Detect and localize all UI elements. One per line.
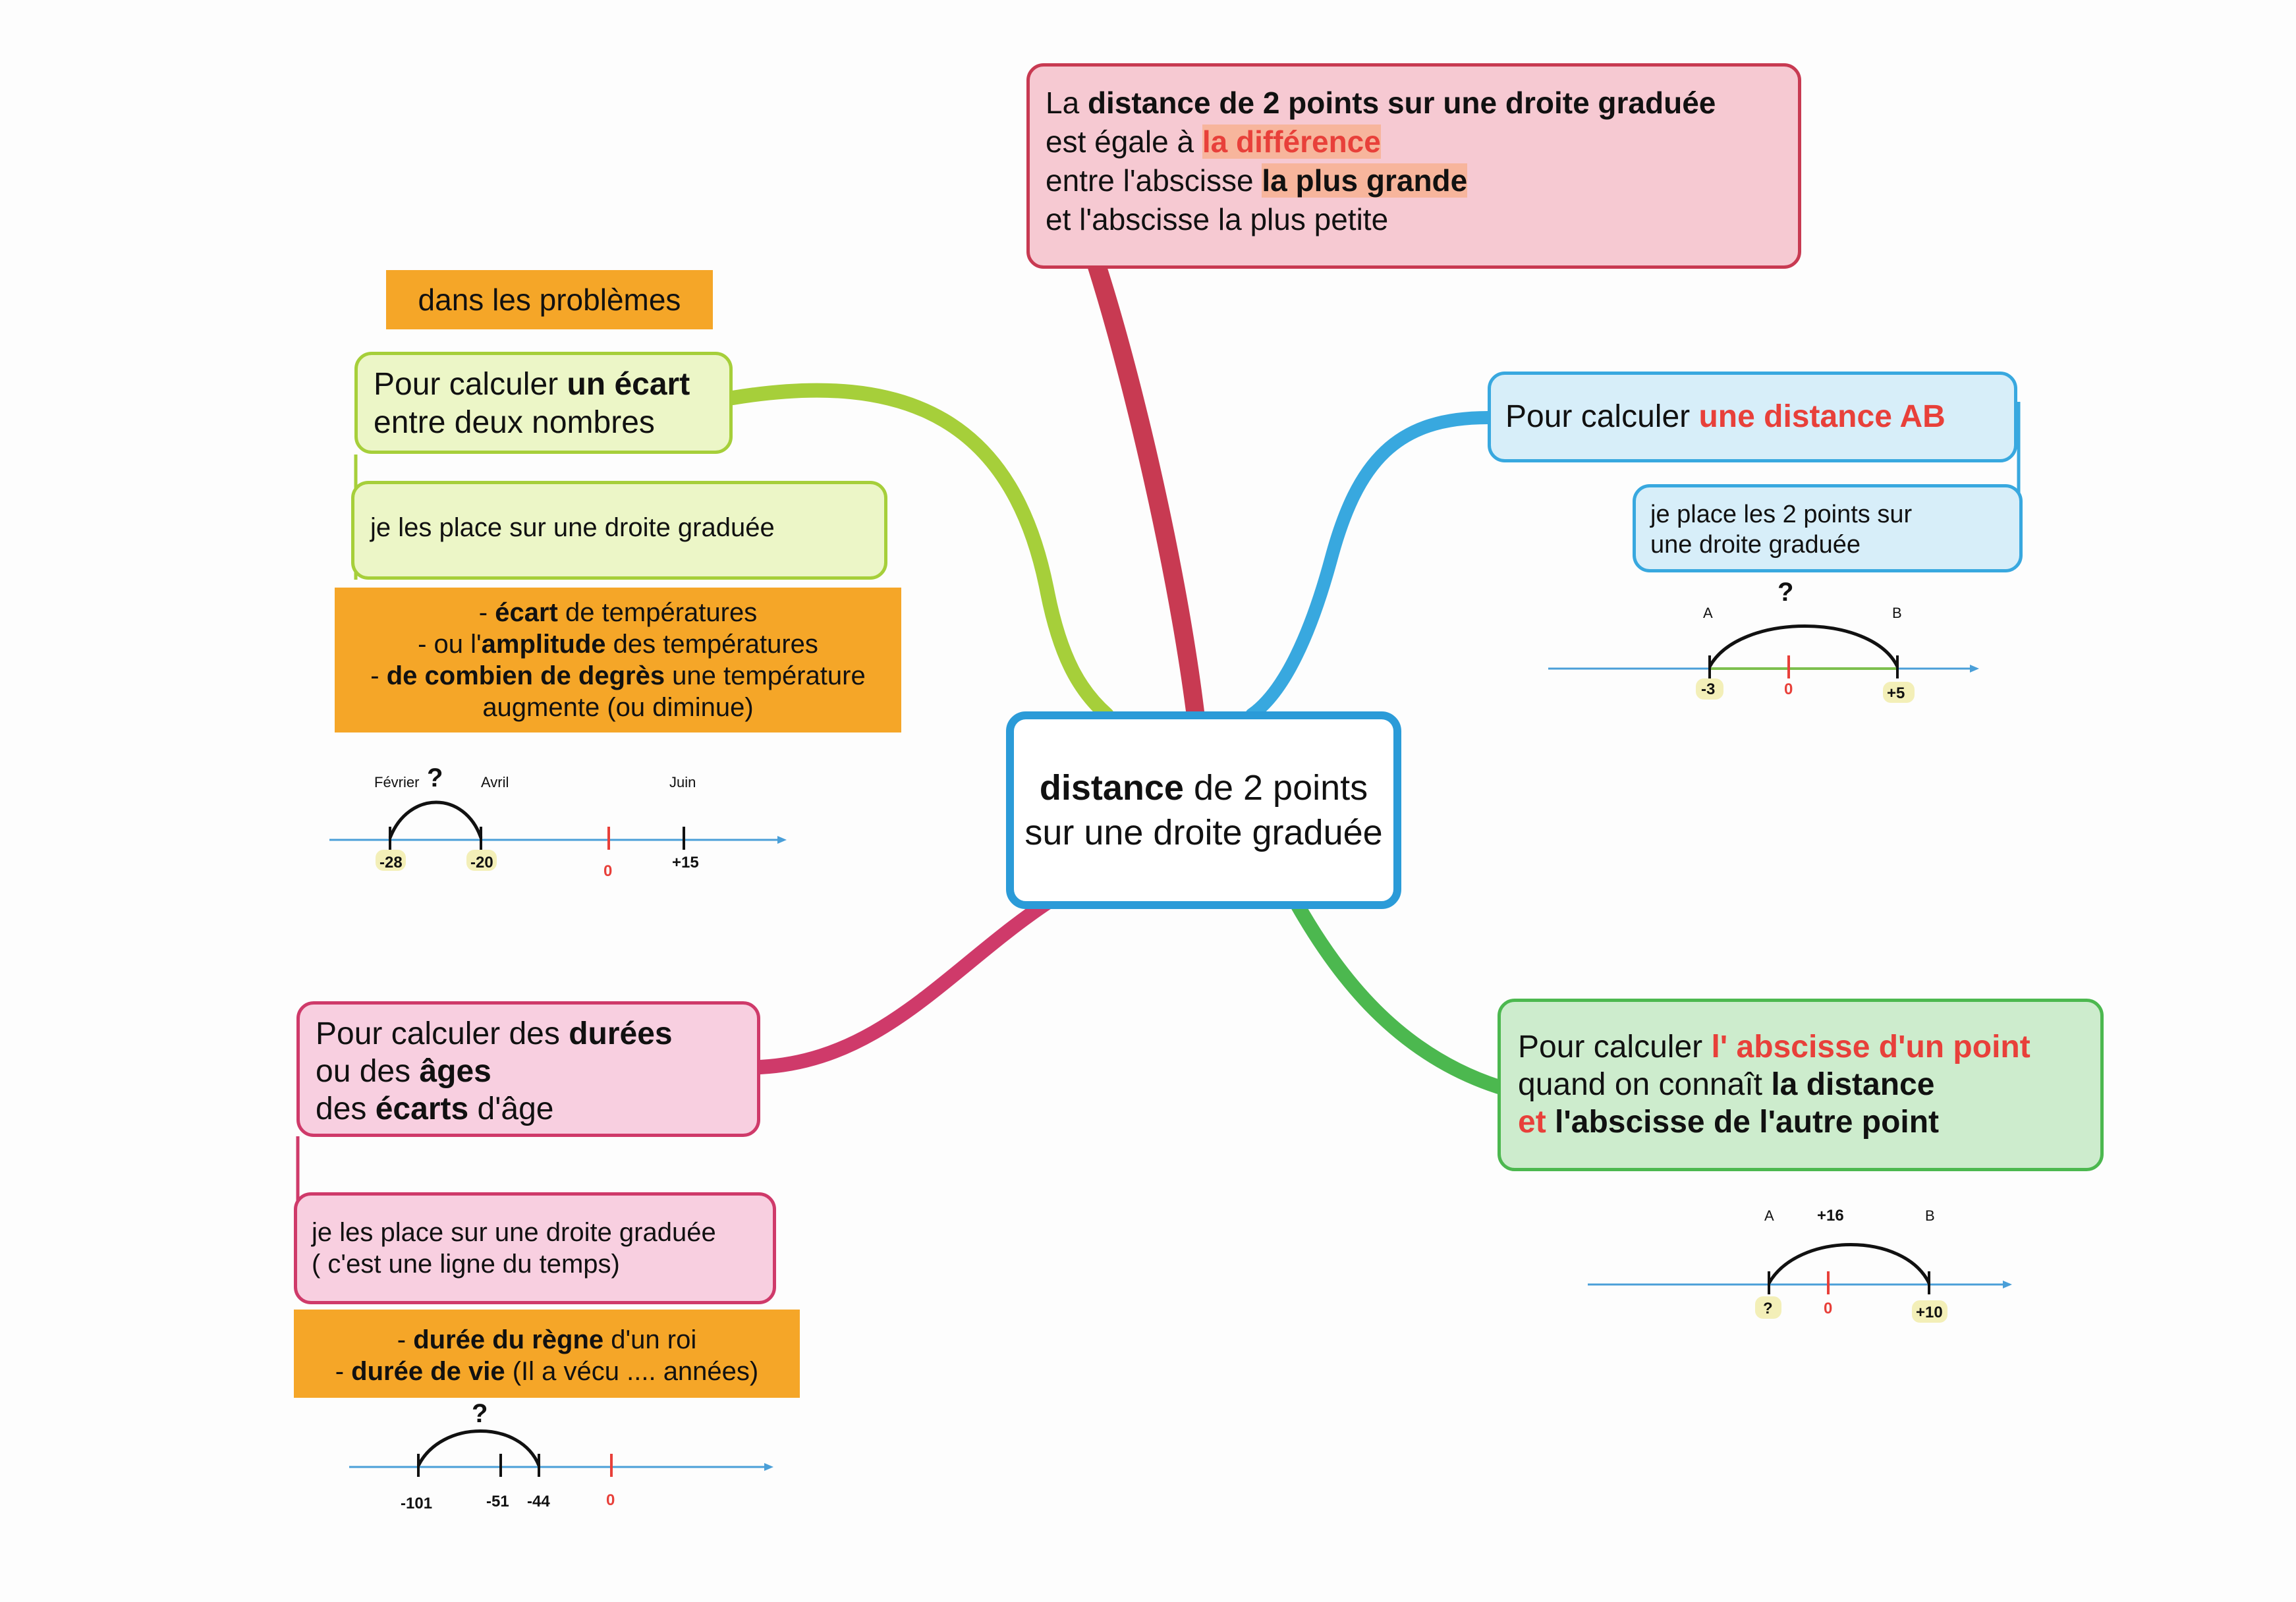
ecart-tick-3: 0 — [603, 862, 613, 880]
distance-tick-2: 0 — [1784, 680, 1793, 698]
ecart-number-line — [316, 764, 791, 883]
abscisse-axis-label-a: A — [1764, 1207, 1774, 1224]
ecart-title-line1: Pour calculer un écart — [374, 367, 690, 402]
distance-title-highlight: une distance AB — [1698, 399, 1946, 434]
durees-tick-2: -51 — [486, 1493, 509, 1510]
problems-label: dans les problèmes — [386, 270, 713, 329]
abscisse-axis-label-distance: +16 — [1817, 1207, 1844, 1225]
durees-tick-3: -44 — [527, 1493, 550, 1510]
ecart-examples — [335, 588, 901, 732]
ecart-axis-question: ? — [427, 764, 443, 792]
distance-number-line — [1542, 573, 1990, 711]
abscisse-tick-3: +10 — [1916, 1304, 1943, 1321]
abscisse-line1: Pour calculer l' abscisse d'un point — [1518, 1030, 2030, 1064]
definition-line3: entre l'abscisse la plus grande — [1046, 163, 1468, 198]
branch-distance — [1252, 418, 1488, 715]
branch-abscisse — [1298, 906, 1499, 1087]
definition-line4: et l'abscisse la plus petite — [1046, 202, 1389, 236]
distance-tick-3: +5 — [1887, 684, 1905, 702]
ecart-axis-label-fevrier: Février — [374, 774, 420, 790]
distance-tick-1: -3 — [1701, 680, 1716, 698]
abscisse-axis-label-b: B — [1925, 1207, 1935, 1224]
durees-sub-line1: je les place sur une droite graduée — [312, 1218, 716, 1247]
ecart-subnode[interactable]: je les place sur une droite graduée — [351, 481, 887, 580]
durees-sub-line2: ( c'est une ligne du temps) — [312, 1250, 620, 1279]
definition-node[interactable] — [1026, 63, 1801, 269]
distance-node[interactable] — [1488, 372, 2017, 462]
ecart-example-4: augmente (ou diminue) — [482, 693, 754, 722]
durees-examples — [294, 1310, 800, 1398]
durees-tick-4: 0 — [606, 1491, 615, 1509]
abscisse-tick-1: ? — [1763, 1300, 1773, 1317]
durees-title-line2: ou des âges — [316, 1054, 491, 1089]
distance-sub-line2: une droite graduée — [1650, 531, 1861, 559]
ecart-tick-1: -28 — [379, 854, 403, 871]
distance-axis-question: ? — [1778, 578, 1794, 607]
branch-durees — [760, 902, 1048, 1067]
ecart-tick-4: +15 — [672, 854, 699, 871]
ecart-axis-label-juin: Juin — [669, 774, 696, 790]
abscisse-node[interactable] — [1498, 999, 2104, 1171]
durees-title-line1: Pour calculer des durées — [316, 1016, 673, 1051]
durees-tick-1: -101 — [401, 1495, 433, 1512]
central-topic-line2: sur une droite graduée — [1024, 813, 1383, 852]
durees-title-line3: des écarts d'âge — [316, 1091, 554, 1126]
ecart-example-1: - écart de températures — [478, 598, 758, 627]
ecart-example-2: - ou l'amplitude des températures — [418, 630, 818, 659]
distance-axis-label-a: A — [1703, 605, 1713, 621]
abscisse-number-line — [1581, 1192, 2029, 1344]
durees-number-line — [343, 1393, 804, 1518]
abscisse-line3: et l'abscisse de l'autre point — [1518, 1105, 1940, 1140]
abscisse-tick-2: 0 — [1824, 1300, 1833, 1317]
durees-subnode[interactable] — [294, 1192, 776, 1304]
distance-title-text: Pour calculer — [1505, 399, 1699, 434]
ecart-tick-2: -20 — [470, 854, 493, 871]
ecart-title-line2: entre deux nombres — [374, 405, 655, 440]
distance-axis-label-b: B — [1892, 605, 1902, 621]
definition-line2: est égale à la différence — [1046, 124, 1381, 159]
ecart-axis-label-avril: Avril — [481, 774, 509, 790]
definition-line1: La distance de 2 points sur une droite graduée — [1046, 86, 1716, 120]
ecart-node[interactable] — [354, 352, 733, 454]
branch-definition — [1087, 266, 1204, 711]
distance-sub-line1: je place les 2 points sur — [1650, 501, 1913, 528]
durees-node[interactable] — [296, 1001, 760, 1137]
distance-subnode[interactable] — [1633, 484, 2023, 572]
durees-example-1: - durée du règne d'un roi — [397, 1325, 697, 1354]
durees-example-2: - durée de vie (Il a vécu .... années) — [335, 1357, 759, 1386]
ecart-example-3: - de combien de degrès une température — [370, 661, 866, 690]
durees-axis-question: ? — [472, 1399, 488, 1428]
central-topic-line1: distance de 2 points — [1039, 768, 1368, 808]
abscisse-line2: quand on connaît la distance — [1518, 1067, 1935, 1102]
central-topic[interactable] — [1006, 711, 1401, 909]
